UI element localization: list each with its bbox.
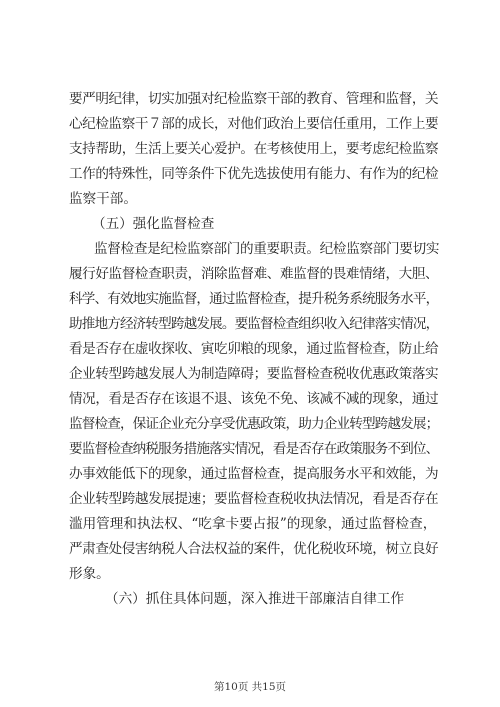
text-line: 严肃查处侵害纳税人合法权益的案件，优化税收环境，树立良好 xyxy=(69,541,439,557)
text-line: 助推地方经济转型跨越发展。要监督检查组织收入纪律落实情况， xyxy=(69,316,439,332)
text-line: 要监督检查纳税服务措施落实情况，看是否存在政策服务不到位、 xyxy=(69,441,439,457)
text-line: 企业转型跨越发展提速；要监督检查税收执法情况，看是否存在 xyxy=(69,491,439,507)
text-line: 形象。 xyxy=(69,566,110,582)
section-heading: （五）强化监督检查 xyxy=(92,216,215,232)
page-number-footer: 第10页 共15页 xyxy=(213,681,287,693)
text-line: 企业转型跨越发展人为制造障碍；要监督检查税收优惠政策落实 xyxy=(69,366,439,382)
text-line: 情况，看是否存在该退不退、该免不免、该减不减的现象，通过 xyxy=(69,391,439,407)
text-line: 滥用管理和执法权、“吃拿卡要占报”的现象，通过监督检查， xyxy=(69,516,437,532)
text-line: 办事效能低下的现象，通过监督检查，提高服务水平和效能，为 xyxy=(69,466,439,482)
text-line: 科学、有效地实施监督，通过监督检查，提升税务系统服务水平， xyxy=(69,291,439,307)
section-heading: （六）抓住具体问题，深入推进干部廉洁自律工作 xyxy=(105,591,405,607)
text-line: 要严明纪律，切实加强对纪检监察干部的教育、管理和监督，关 xyxy=(69,91,439,107)
text-line: 监督检查是纪检监察部门的重要职责。纪检监察部门要切实 xyxy=(94,241,440,257)
text-line: 支持帮助，生活上要关心爱护。在考核使用上，要考虑纪检监察 xyxy=(69,141,439,157)
text-line: 监察干部。 xyxy=(69,191,137,207)
text-line: 看是否存在虚收探收、寅吃卯粮的现象，通过监督检查，防止给 xyxy=(69,341,439,357)
text-line: 工作的特殊性，同等条件下优先选拔使用有能力、有作为的纪检 xyxy=(69,166,439,182)
text-line: 心纪检监察干７部的成长，对他们政治上要信任重用，工作上要 xyxy=(69,116,439,132)
text-line: 监督检查，保证企业充分享受优惠政策，助力企业转型跨越发展； xyxy=(69,416,439,432)
text-line: 履行好监督检查职责，消除监督难、难监督的畏难情绪，大胆、 xyxy=(69,266,439,282)
